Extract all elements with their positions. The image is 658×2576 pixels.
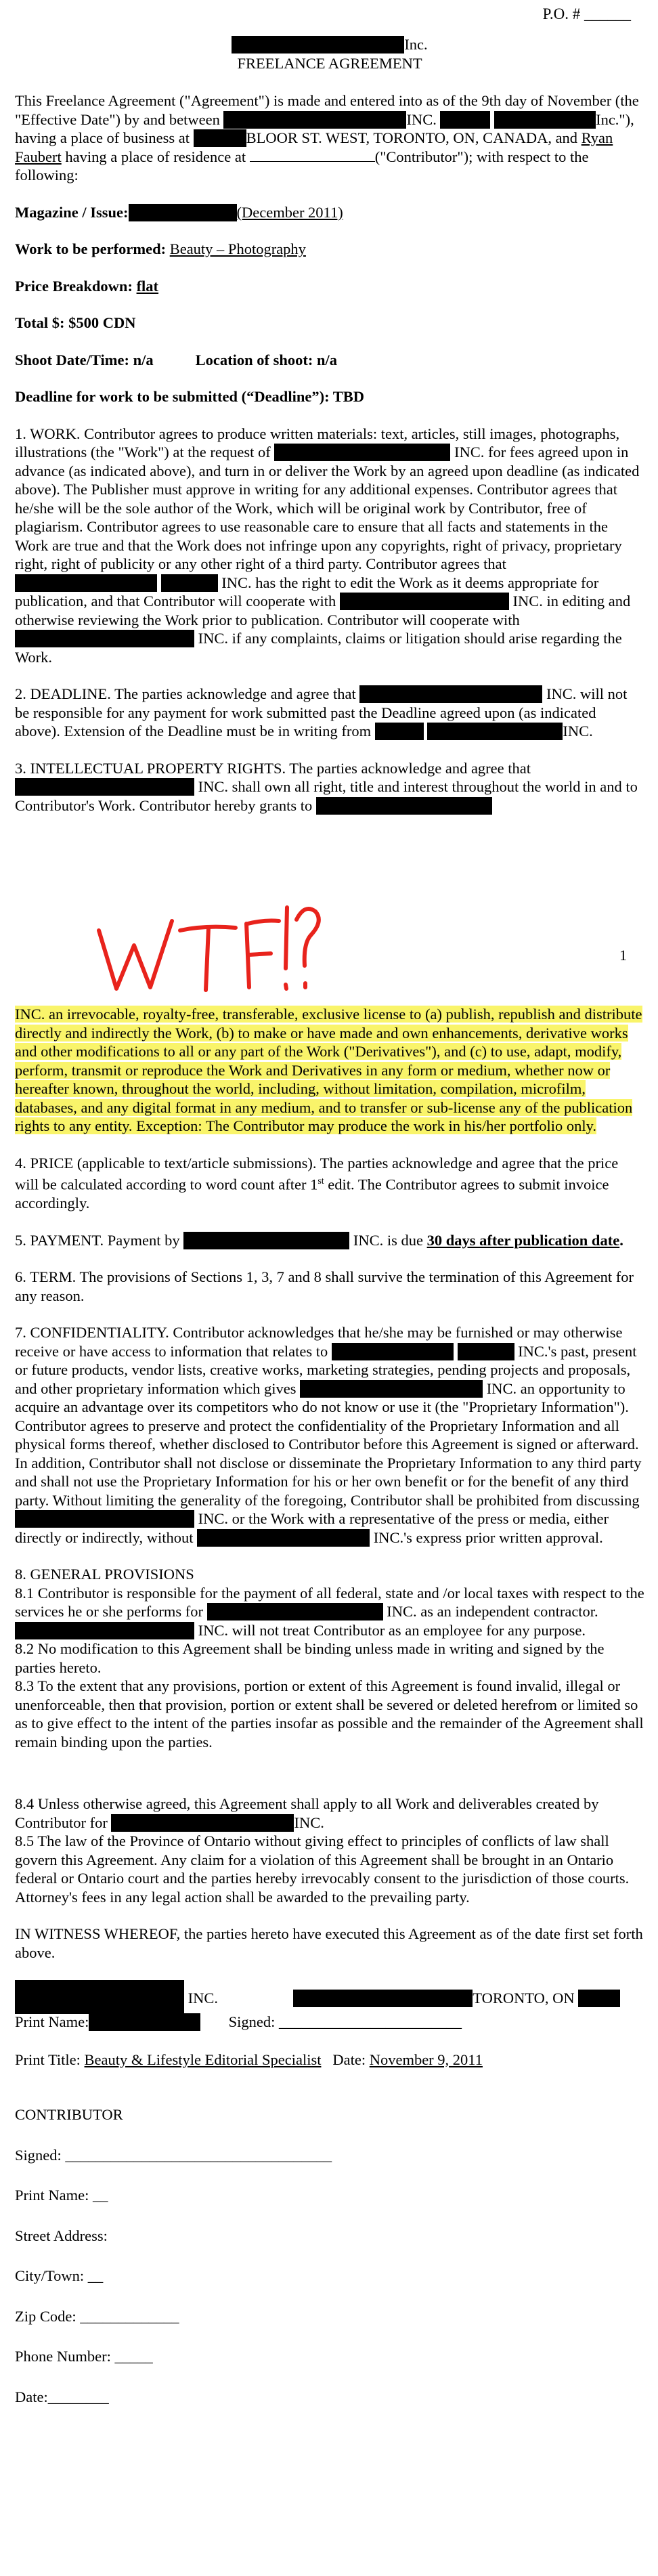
contributor-date: Date:________ <box>15 2388 109 2405</box>
redaction <box>316 797 492 815</box>
agreement-body-page2 <box>15 1005 644 2406</box>
redaction <box>15 1510 194 1528</box>
redaction <box>293 1990 473 2007</box>
total-field: Total $: $500 CDN <box>15 314 136 331</box>
print-title-value: Beauty & Lifestyle Editorial Specialist <box>84 2051 322 2068</box>
redaction <box>359 685 542 703</box>
page-number: 1 <box>619 947 627 964</box>
redaction <box>274 444 450 461</box>
shoot-field: Shoot Date/Time: n/a Location of shoot: n/a <box>15 351 337 368</box>
redaction <box>197 1529 370 1547</box>
redaction <box>129 204 237 221</box>
company-line: Inc. <box>15 35 644 54</box>
page-title: FREELANCE AGREEMENT <box>237 54 422 72</box>
section-ip: 3. INTELLECTUAL PROPERTY RIGHTS. The parties acknowledge and agree that INC. shall own all right, title and interest throughout the world in and to Contributor's Work. Contributor hereby grants to <box>15 759 638 814</box>
contributor-street: Street Address: <box>15 2227 108 2244</box>
redaction <box>207 1603 383 1620</box>
price-field: Price Breakdown: flat <box>15 277 159 295</box>
redaction <box>440 111 490 129</box>
redaction <box>223 111 406 129</box>
section-ip-license <box>15 1005 644 1136</box>
redaction <box>161 574 218 592</box>
contributor-zip: Zip Code: _____________ <box>15 2307 179 2325</box>
redaction <box>332 1343 454 1360</box>
redaction <box>194 129 246 147</box>
deadline-field: Deadline for work to be submitted (“Deadline”): TBD <box>15 388 365 405</box>
redaction <box>89 2013 200 2031</box>
redaction <box>183 1232 349 1249</box>
handwritten-annotation <box>93 901 324 1002</box>
contributor-heading: CONTRIBUTOR <box>15 2106 123 2123</box>
contributor-signed: Signed: ___________________________________ <box>15 2146 332 2164</box>
redaction <box>232 36 404 53</box>
po-number: P.O. # ______ <box>542 5 631 22</box>
magazine-field: Magazine / Issue: (December 2011) <box>15 203 343 221</box>
section-payment: 5. PAYMENT. Payment by INC. is due 30 days after publication date. <box>15 1231 623 1249</box>
section-general: 8. GENERAL PROVISIONS 8.1 Contributor is responsible for the payment of all federal, state and /or local taxes with respect to the services he or she performs for INC. as an independent contractor. INC. will not treat Contributor as an employee for any purpose. 8.2 No modification to this Agreement shall be binding unless made in writing and signed by the parties hereto. 8.3 To the extent that any provisions, portion or extent of this Agreement is found invalid, illegal or unenforceable, then that provision, portion or extent shall be severed or deleted herefrom or limited so as to give effect to the intent of the parties insofar as possible and the remainder of the Agreement shall remain binding upon the parties. <box>15 1566 644 1751</box>
company-signature-block: INC. TORONTO, ON Print Name: Signed: ________________________ Print Title: Beauty & Lifestyle Editorial Specialist Date: November 9, 2011 <box>15 1980 644 2069</box>
intro-paragraph: This Freelance Agreement ("Agreement") is made and entered into as of the 9th day of November (the "Effective Date") by and between INC. Inc."), having a place of business at BLOOR ST. WEST, TORONTO, ON, CANADA, and Ryan Faubert having a place of residence at ("Contributor"); with respect to the following: <box>15 92 639 184</box>
redaction <box>494 111 596 129</box>
redaction <box>15 778 194 796</box>
section-price: 4. PRICE (applicable to text/article submissions). The parties acknowledge and agree that the price will be calculated according to word count after 1st edit. The Contributor agrees to submit invoice accordingly. <box>15 1154 619 1211</box>
redaction <box>375 723 424 740</box>
contributor-print-name: Print Name: __ <box>15 2187 108 2204</box>
section-deadline: 2. DEADLINE. The parties acknowledge and agree that INC. will not be responsible for any payment for work submitted past the Deadline agreed upon (as indicated above). Extension of the Deadline must be in writing from INC. <box>15 685 628 739</box>
contributor-phone: Phone Number: _____ <box>15 2348 153 2365</box>
contributor-block <box>15 2105 644 2406</box>
redaction <box>458 1343 514 1360</box>
sign-date-value: November 9, 2011 <box>369 2051 483 2068</box>
address-blank <box>250 148 375 162</box>
redaction <box>578 1990 620 2007</box>
redaction <box>15 630 194 647</box>
work-field: Work to be performed: Beauty – Photography <box>15 240 306 257</box>
section-work: 1. WORK. Contributor agrees to produce written materials: text, articles, still images, photographs, illustrations (the "Work") at the request of INC. for fees agreed upon in advance (as indicated above), and turn in or deliver the Work by an agreed upon deadline (as indicated above). The Publisher must approve in writing for any additional expenses. Contributor agrees that he/she will be the sole author of the Work, which will be original work by Contributor, free of plagiarism. Contributor agrees to use reasonable care to ensure that all facts and statements in the Work are true and that the Work does not infringe upon any copyrights, right of privacy, proprietary right, right of publicity or any other right of a third party. Contributor agrees that INC. has the right to edit the Work as it deems appropriate for publication, and that Contributor will cooperate with INC. in editing and otherwise reviewing the Work prior to publication. Contributor will cooperate with INC. if any complaints, claims or litigation should arise regarding the Work. <box>15 425 640 666</box>
redaction <box>111 1814 294 1832</box>
redaction <box>300 1380 483 1398</box>
section-term: 6. TERM. The provisions of Sections 1, 3, 7 and 8 shall survive the termination of this Agreement for any reason. <box>15 1268 634 1304</box>
contributor-city: City/Town: __ <box>15 2267 104 2284</box>
redaction <box>15 574 157 592</box>
witness-clause: IN WITNESS WHEREOF, the parties hereto have executed this Agreement as of the date first set forth above. <box>15 1925 643 1961</box>
company-signed-line: Signed: ________________________ <box>228 2013 462 2030</box>
redaction <box>427 723 563 740</box>
section-confidentiality: 7. CONFIDENTIALITY. Contributor acknowledges that he/she may be furnished or may otherwise receive or have access to information that relates to INC.'s past, present or future products, vendor lists, creative works, marketing strategies, pending projects and proposals, and other proprietary information which gives INC. an opportunity to acquire an advantage over its competitors who do not know or use it (the "Proprietary Information"). Contributor agrees to preserve and protect the confidentiality of the Proprietary Information and all physical forms thereof, whether disclosed to Contributor before this Agreement is signed or afterward. In addition, Contributor shall not disclose or disseminate the Proprietary Information to any third party and shall not use the Proprietary Information for his or her own benefit or for the benefit of any third party. Without limiting the generality of the foregoing, Contributor shall be prohibited from discussing INC. or the Work with a representative of the press or media, either directly or indirectly, without INC.'s express prior written approval. <box>15 1324 642 1546</box>
redaction <box>15 1980 184 2014</box>
redaction <box>340 593 509 610</box>
highlighted-license-clause: INC. an irrevocable, royalty-free, transferable, exclusive license to (a) publish, republish and distribute directly and indirectly the Work, (b) to make or have made and own enhancements, derivative works and other modifications to all or any part of the Work ("Derivatives"), and (c) to use, adapt, modify, perform, transmit or reproduce the Work and Derivatives in any form or medium, whether now or hereafter known, throughout the world, including, without limitation, compilation, microfilm, databases, and any digital format in any medium, and to transfer or sub-license any of the publication rights to any entity. Exception: The Contributor may produce the work in his/her portfolio only. <box>15 1006 642 1134</box>
section-general-cont: 8.4 Unless otherwise agreed, this Agreement shall apply to all Work and deliverables created by Contributor for INC. 8.5 The law of the Province of Ontario without giving effect to principles of conflicts of law shall govern this Agreement. Any claim for a violation of this Agreement shall be brought in an Ontario federal or Ontario court and the parties hereby irrevocably consent to the jurisdiction of those courts. Attorney's fees in any legal action shall be awarded to the prevailing party. <box>15 1795 630 1906</box>
agreement-body <box>15 35 644 815</box>
redaction <box>15 1622 194 1639</box>
